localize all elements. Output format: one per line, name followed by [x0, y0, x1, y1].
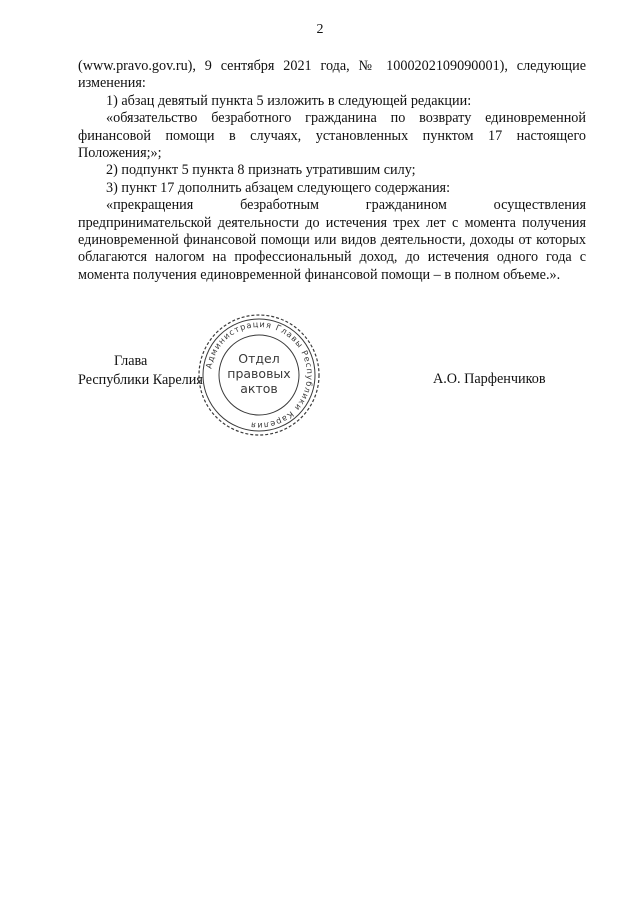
- stamp-center-line-1: Отдел: [238, 351, 280, 366]
- paragraph-quote-2: «прекращения безработным гражданином осуществления предпринимательской деятельности до истечения трех лет с момента получения единовременной финансовой помощи или видов деятельности, доходы от которых облагаются налогом на профессиональный доход, до истечения одного года с момента получения единовременной финансовой помощи – в полном объеме.».: [78, 197, 586, 283]
- paragraph-item-2: 2) подпункт 5 пункта 8 признать утратившим силу;: [106, 162, 416, 179]
- signatory-name: А.О. Парфенчиков: [433, 371, 546, 387]
- stamp-center-line-3: актов: [240, 381, 278, 396]
- signatory-title-line-2: Республики Карелия: [78, 372, 203, 388]
- stamp-ring-text: Администрация Главы Республики Карелия: [203, 318, 316, 432]
- signatory-title: [78, 352, 203, 390]
- official-stamp: [197, 313, 321, 437]
- page-number: 2: [316, 22, 324, 37]
- signatory-title-line-1: Глава: [114, 353, 148, 369]
- stamp-center-line-2: правовых: [227, 366, 291, 381]
- document-body: [78, 58, 586, 284]
- paragraph-item-1: 1) абзац девятый пункта 5 изложить в следующей редакции:: [106, 92, 472, 109]
- stamp-graphic: [197, 313, 321, 437]
- paragraph-intro: (www.pravo.gov.ru), 9 сентября 2021 года, № 1000202109090001), следующие изменения:: [78, 58, 586, 92]
- paragraph-quote-1: «обязательство безработного гражданина по возврату единовременной финансовой помощи в случаях, установленных пунктом 17 настоящего Положения;»;: [78, 110, 586, 162]
- paragraph-item-3: 3) пункт 17 дополнить абзацем следующего содержания:: [106, 179, 451, 196]
